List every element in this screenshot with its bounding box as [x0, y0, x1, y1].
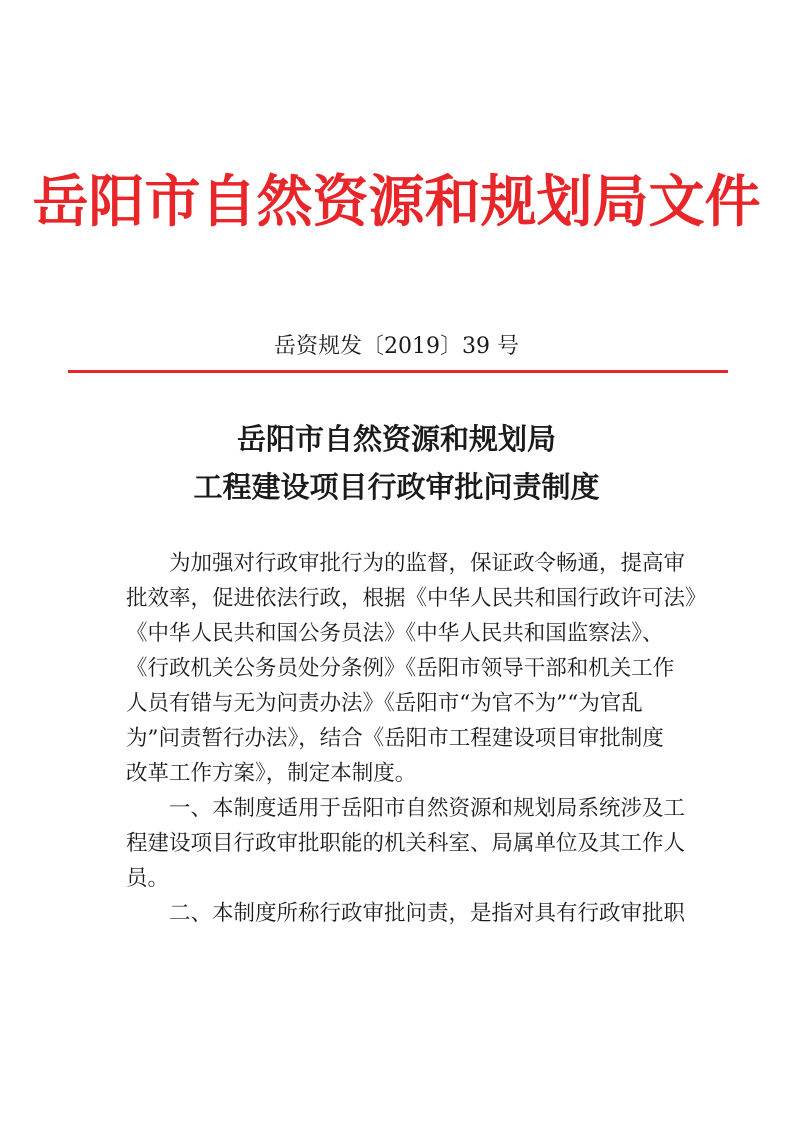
body-line: 二、本制度所称行政审批问责，是指对具有行政审批职: [126, 901, 686, 926]
body-line: 为加强对行政审批行为的监督，保证政令畅通，提高审: [126, 551, 686, 576]
body-line: 人员有错与无为问责办法》《岳阳市“为官不为”“为官乱: [126, 691, 643, 716]
red-divider-line: [68, 370, 728, 373]
body-line: 批效率，促进依法行政，根据《中华人民共和国行政许可法》: [126, 586, 707, 611]
document-title-line-1: 岳阳市自然资源和规划局: [236, 422, 556, 456]
document-body: [126, 546, 707, 931]
body-line: 《中华人民共和国公务员法》《中华人民共和国监察法》、: [126, 621, 664, 646]
document-number: 岳资规发〔2019〕39 号: [274, 334, 519, 359]
body-line: 《行政机关公务员处分条例》《岳阳市领导干部和机关工作: [126, 656, 675, 681]
body-line: 改革工作方案》，制定本制度。: [126, 761, 417, 786]
org-header-title: 岳阳市自然资源和规划局文件: [32, 169, 761, 235]
body-line: 为”问责暂行办法》，结合《岳阳市工程建设项目审批制度: [126, 726, 664, 751]
body-line: 程建设项目行政审批职能的机关科室、局属单位及其工作人: [126, 831, 686, 856]
document-title-line-2: 工程建设项目行政审批问责制度: [193, 470, 600, 504]
body-line: 一、本制度适用于岳阳市自然资源和规划局系统涉及工: [126, 796, 686, 821]
body-line: 员。: [126, 866, 170, 891]
